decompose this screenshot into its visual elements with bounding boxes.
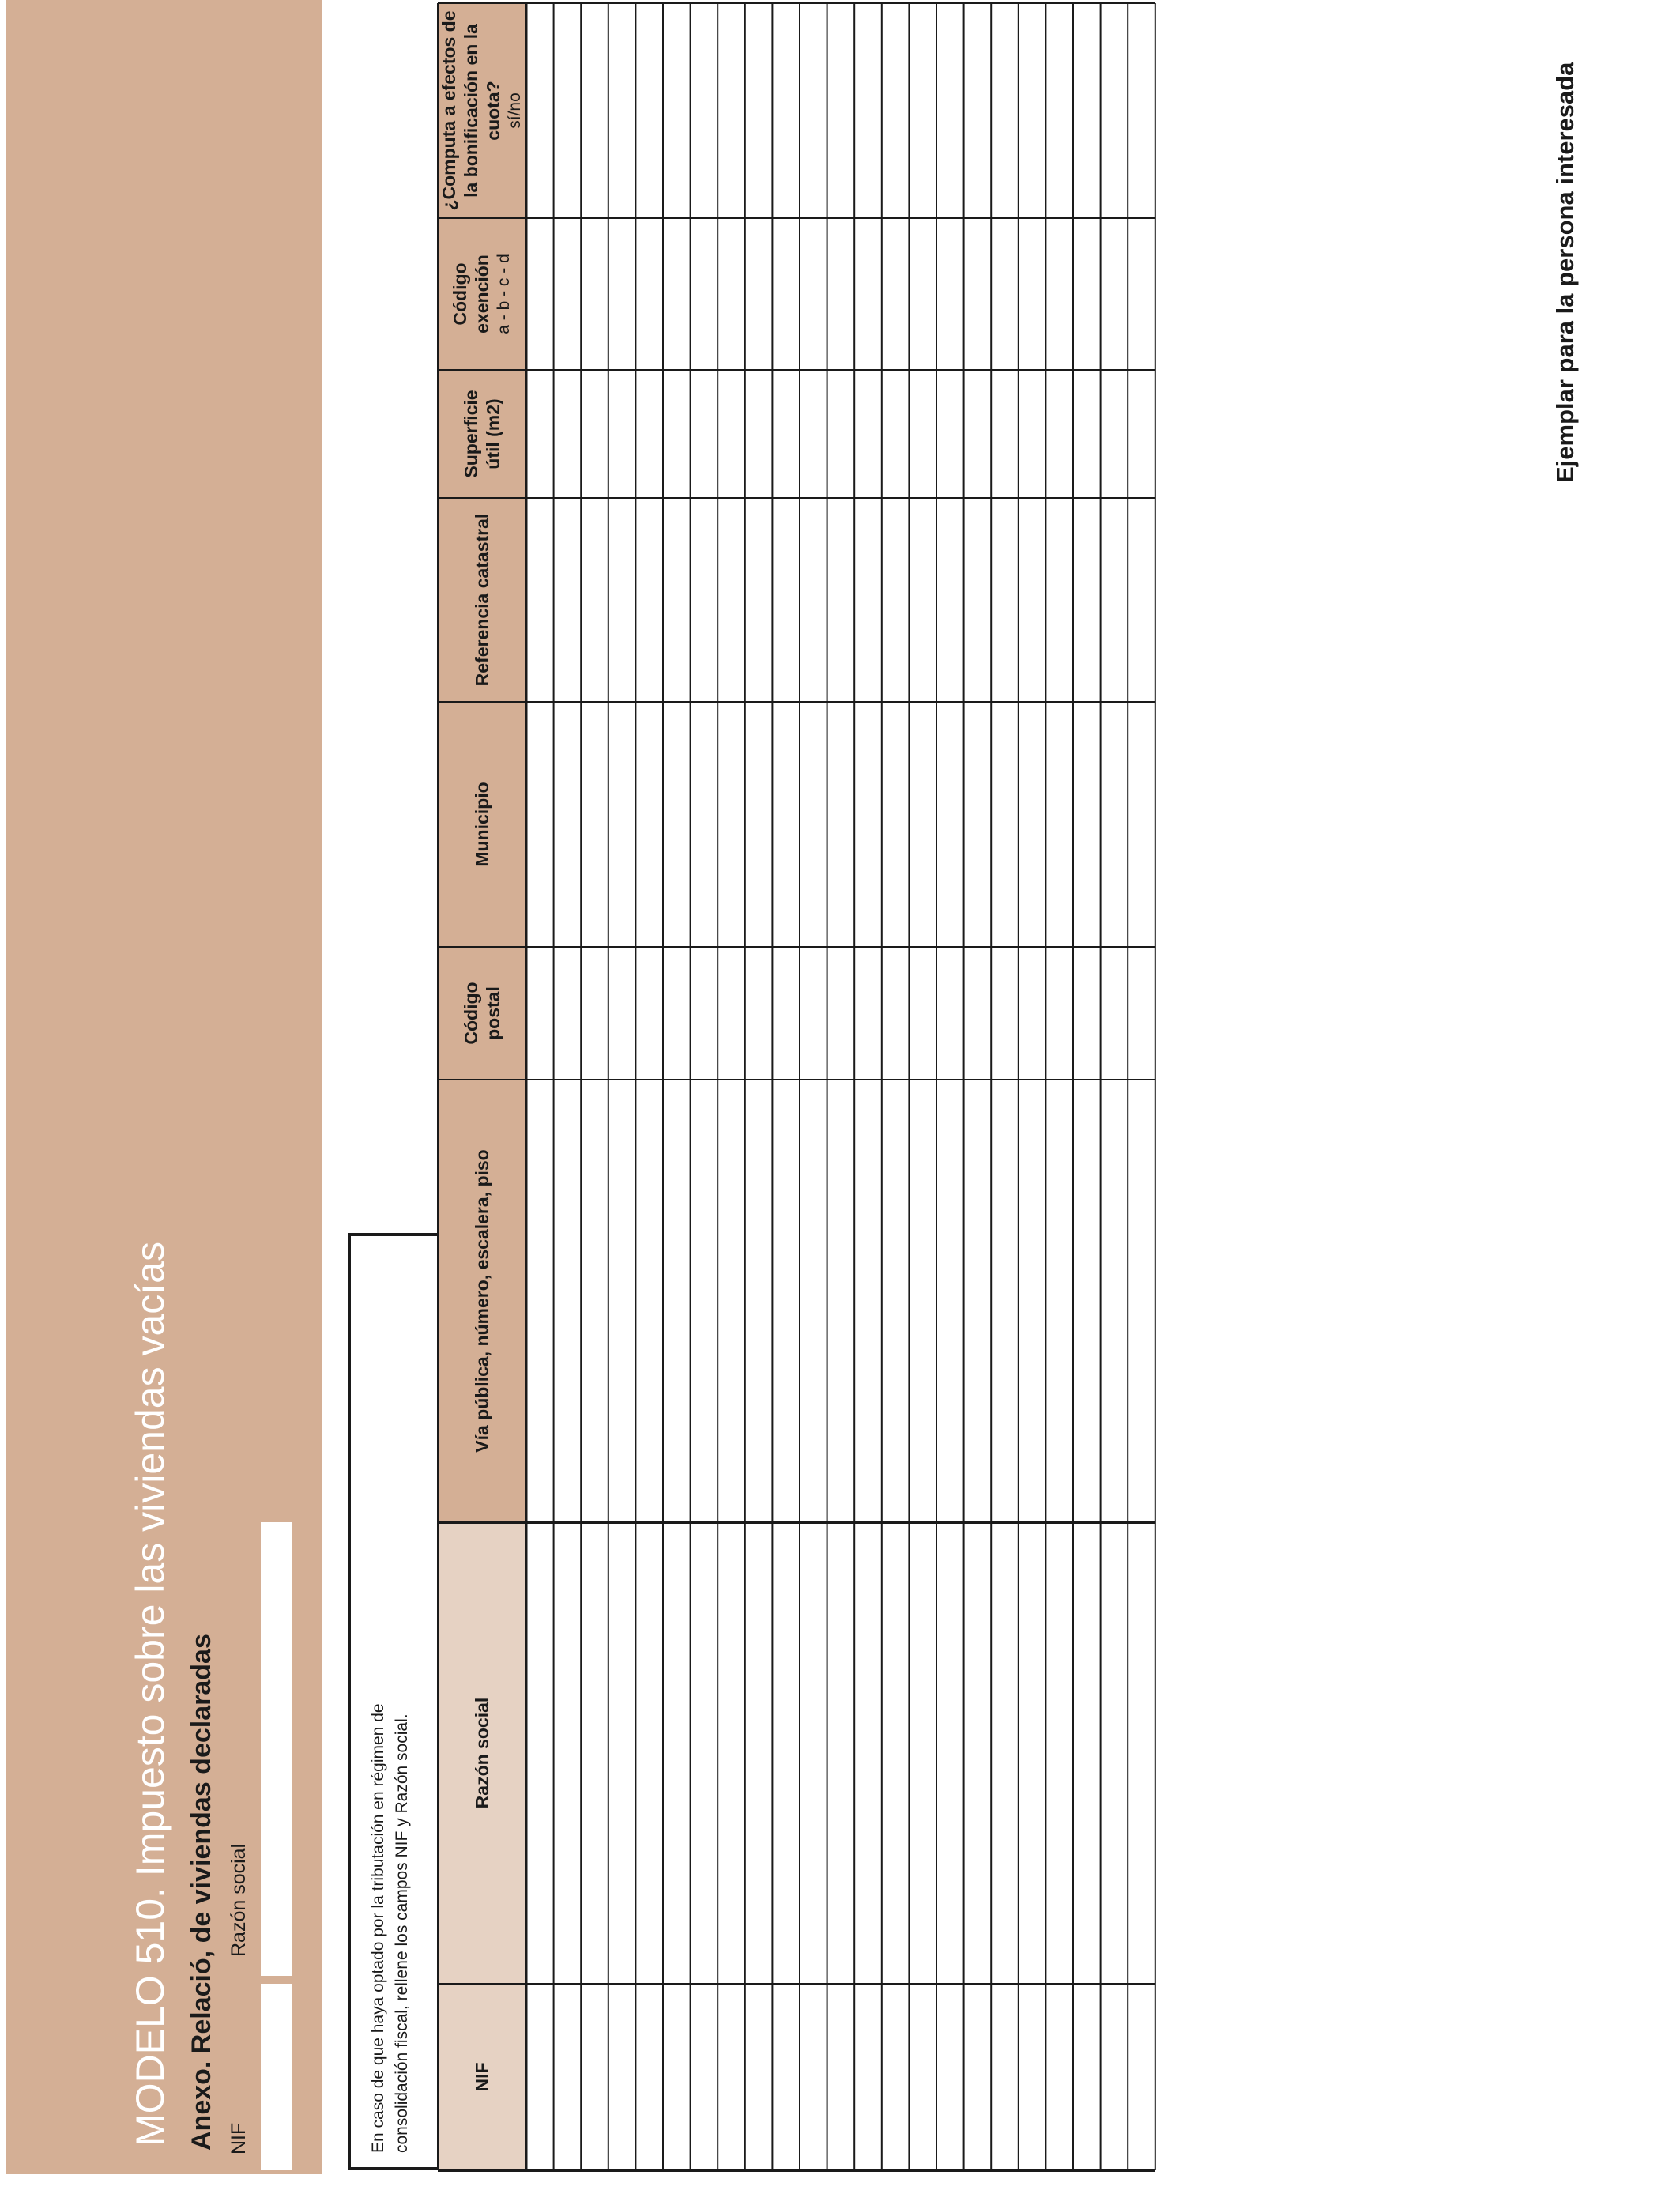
table-cell[interactable] — [992, 1985, 1018, 2169]
table-cell[interactable] — [937, 499, 963, 701]
table-cell[interactable] — [1074, 371, 1100, 497]
table-cell[interactable] — [718, 499, 744, 701]
table-cell[interactable] — [691, 1985, 718, 2169]
table-cell[interactable] — [800, 1985, 827, 2169]
table-cell[interactable] — [1019, 948, 1045, 1079]
table-cell[interactable] — [1046, 1080, 1072, 1521]
table-cell[interactable] — [1102, 371, 1128, 497]
table-cell[interactable] — [965, 219, 991, 369]
table-cell[interactable] — [1046, 948, 1072, 1079]
table-cell[interactable] — [527, 948, 553, 1079]
table-cell[interactable] — [855, 499, 881, 701]
table-cell[interactable] — [883, 1080, 909, 1521]
table-cell[interactable] — [992, 499, 1018, 701]
table-cell[interactable] — [800, 4, 827, 217]
razon-social-label: Razón social — [228, 1843, 250, 1957]
table-cell[interactable] — [937, 4, 963, 217]
table-cell[interactable] — [664, 499, 690, 701]
table-cell[interactable] — [1074, 1080, 1100, 1521]
table-cell[interactable] — [1102, 499, 1128, 701]
table-cell[interactable] — [582, 499, 608, 701]
table-cell[interactable] — [718, 948, 744, 1079]
column-header-label — [471, 2056, 493, 2098]
table-cell[interactable] — [773, 948, 799, 1079]
table-cell[interactable] — [1074, 219, 1100, 369]
table-cell[interactable] — [582, 219, 608, 369]
table-cell[interactable] — [1128, 703, 1155, 946]
table-cell[interactable] — [937, 948, 963, 1079]
table-cell[interactable] — [773, 703, 799, 946]
title-model: MODELO 510 — [128, 1898, 172, 2147]
table-cell[interactable] — [1102, 4, 1128, 217]
column-header-label — [460, 370, 504, 498]
table-cell[interactable] — [609, 371, 635, 497]
table-cell[interactable] — [691, 499, 718, 701]
table-cell[interactable] — [800, 499, 827, 701]
table-cell[interactable] — [855, 1080, 881, 1521]
column-header-text: Referencia catastral — [472, 513, 492, 687]
table-cell[interactable] — [773, 499, 799, 701]
table-cell[interactable] — [609, 703, 635, 946]
table-cell[interactable] — [800, 219, 827, 369]
table-cell[interactable] — [1102, 1080, 1128, 1521]
column-header-label — [471, 507, 493, 693]
table-cell[interactable] — [691, 371, 718, 497]
table-cell[interactable] — [527, 1080, 553, 1521]
table-cell[interactable] — [691, 1523, 718, 1983]
table-cell[interactable] — [800, 371, 827, 497]
table-cell[interactable] — [883, 499, 909, 701]
table-cell[interactable] — [527, 499, 553, 701]
table-cell[interactable] — [555, 703, 581, 946]
table-cell[interactable] — [883, 4, 909, 217]
table-cell[interactable] — [691, 4, 718, 217]
table-cell[interactable] — [773, 1523, 799, 1983]
table-cell[interactable] — [992, 371, 1018, 497]
table-cell[interactable] — [937, 219, 963, 369]
table-cell[interactable] — [746, 499, 772, 701]
table-cell[interactable] — [855, 371, 881, 497]
page-subtitle: Anexo. Relació, de viviendas declaradas — [186, 1634, 217, 2151]
copy-for-interested-party: Ejemplar para la persona interesada — [1551, 62, 1579, 483]
table-cell[interactable] — [992, 703, 1018, 946]
table-cell[interactable] — [910, 4, 936, 217]
table-cell[interactable] — [883, 948, 909, 1079]
table-cell[interactable] — [555, 1080, 581, 1521]
table-cell[interactable] — [992, 219, 1018, 369]
column-header-codigo-postal — [438, 947, 526, 1080]
table-cell[interactable] — [582, 1080, 608, 1521]
column-header-municipio — [438, 702, 526, 947]
table-cell[interactable] — [691, 948, 718, 1079]
table-cell[interactable] — [555, 948, 581, 1079]
table-cell[interactable] — [691, 1080, 718, 1521]
table-cell[interactable] — [773, 219, 799, 369]
table-cell[interactable] — [910, 499, 936, 701]
table-cell[interactable] — [965, 499, 991, 701]
column-header-label — [471, 1143, 493, 1458]
table-cell[interactable] — [1128, 948, 1155, 1079]
column-header-label — [471, 775, 493, 873]
table-cell[interactable] — [555, 371, 581, 497]
table-cell[interactable] — [1102, 703, 1128, 946]
table-cell[interactable] — [664, 1985, 690, 2169]
table-cell[interactable] — [828, 1523, 854, 1983]
table-cell[interactable] — [718, 4, 744, 217]
table-cell[interactable] — [582, 1985, 608, 2169]
column-header-nif — [438, 1984, 526, 2170]
table-cell[interactable] — [1128, 1080, 1155, 1521]
table-cell[interactable] — [582, 948, 608, 1079]
column-header-codigo-exencion — [438, 218, 526, 370]
table-cell[interactable] — [664, 371, 690, 497]
column-header-subtext: sí/no — [506, 92, 524, 129]
table-cell[interactable] — [746, 1985, 772, 2169]
column-header-text: Municipio — [472, 782, 492, 867]
table-cell[interactable] — [800, 948, 827, 1079]
table-cell[interactable] — [527, 219, 553, 369]
table-cell[interactable] — [555, 4, 581, 217]
column-header-text: Vía pública, número, escalera, piso — [472, 1149, 492, 1453]
table-cell[interactable] — [828, 371, 854, 497]
column-header-label — [460, 947, 504, 1080]
table-cell[interactable] — [1074, 703, 1100, 946]
table-cell[interactable] — [1074, 4, 1100, 217]
table-cell[interactable] — [965, 1985, 991, 2169]
table-cell[interactable] — [664, 948, 690, 1079]
table-cell[interactable] — [828, 703, 854, 946]
column-header-label — [471, 1691, 493, 1815]
table-cell[interactable] — [609, 4, 635, 217]
table-cell[interactable] — [992, 1523, 1018, 1983]
column-header-razon-social — [438, 1522, 526, 1984]
column-header-computa-bonificacion — [438, 3, 526, 218]
table-cell[interactable] — [965, 703, 991, 946]
table-cell[interactable] — [855, 1523, 881, 1983]
table-cell[interactable] — [1019, 1523, 1045, 1983]
table-cell[interactable] — [527, 4, 553, 217]
table-cell[interactable] — [691, 219, 718, 369]
table-cell[interactable] — [636, 371, 662, 497]
table-cell[interactable] — [527, 703, 553, 946]
table-cell[interactable] — [773, 1985, 799, 2169]
table-cell[interactable] — [609, 1523, 635, 1983]
table-cell[interactable] — [1046, 371, 1072, 497]
table-cell[interactable] — [992, 948, 1018, 1079]
table-cell[interactable] — [855, 703, 881, 946]
table-cell[interactable] — [746, 1080, 772, 1521]
column-header-label — [449, 218, 515, 370]
column-header-text: ¿Computa a efectos de la bonificación en la cuota? — [439, 10, 503, 211]
table-cell[interactable] — [828, 1080, 854, 1521]
table-cell[interactable] — [636, 219, 662, 369]
table-cell[interactable] — [1019, 703, 1045, 946]
table-cell[interactable] — [527, 1523, 553, 1983]
table-cell[interactable] — [1074, 948, 1100, 1079]
table-cell[interactable] — [883, 371, 909, 497]
table-cell[interactable] — [718, 219, 744, 369]
table-cell[interactable] — [773, 4, 799, 217]
table-cell[interactable] — [965, 1523, 991, 1983]
table-cell[interactable] — [1102, 1985, 1128, 2169]
table-cell[interactable] — [992, 1080, 1018, 1521]
table-cell[interactable] — [965, 4, 991, 217]
table-cell[interactable] — [1046, 703, 1072, 946]
table-cell[interactable] — [664, 1080, 690, 1521]
table-cell[interactable] — [1074, 1985, 1100, 2169]
table-cell[interactable] — [800, 1523, 827, 1983]
table-cell[interactable] — [555, 1523, 581, 1983]
table-cell[interactable] — [965, 948, 991, 1079]
table-cell[interactable] — [1046, 219, 1072, 369]
column-header-referencia-catastral — [438, 498, 526, 702]
table-cell[interactable] — [1074, 1523, 1100, 1983]
table-cell[interactable] — [609, 219, 635, 369]
table-cell[interactable] — [910, 703, 936, 946]
table-cell[interactable] — [965, 371, 991, 497]
table-cell[interactable] — [910, 1523, 936, 1983]
table-cell[interactable] — [1046, 1985, 1072, 2169]
table-cell[interactable] — [910, 371, 936, 497]
table-cell[interactable] — [937, 1985, 963, 2169]
table-cell[interactable] — [937, 371, 963, 497]
table-cell[interactable] — [718, 1985, 744, 2169]
table-cell[interactable] — [937, 1523, 963, 1983]
table-cell[interactable] — [582, 371, 608, 497]
column-header-text: Superficie útil (m2) — [461, 390, 503, 478]
column-header-text: Código postal — [461, 982, 503, 1045]
table-cell[interactable] — [773, 371, 799, 497]
table-cell[interactable] — [718, 1523, 744, 1983]
table-cell[interactable] — [1128, 219, 1155, 369]
table-cell[interactable] — [527, 1985, 553, 2169]
table-cell[interactable] — [636, 948, 662, 1079]
table-cell[interactable] — [664, 4, 690, 217]
table-cell[interactable] — [636, 1523, 662, 1983]
table-cell[interactable] — [855, 4, 881, 217]
table-cell[interactable] — [855, 219, 881, 369]
table-cell[interactable] — [1128, 1523, 1155, 1983]
table-cell[interactable] — [1102, 219, 1128, 369]
table-cell[interactable] — [855, 1985, 881, 2169]
table-cell[interactable] — [636, 1080, 662, 1521]
table-cell[interactable] — [828, 4, 854, 217]
table-cell[interactable] — [1019, 4, 1045, 217]
table-cell[interactable] — [636, 1985, 662, 2169]
table-cell[interactable] — [555, 499, 581, 701]
table-cell[interactable] — [800, 1080, 827, 1521]
title-rest: . Impuesto sobre las viviendas vacías — [128, 1242, 172, 1898]
table-cell[interactable] — [828, 499, 854, 701]
table-cell[interactable] — [1046, 4, 1072, 217]
table-cell[interactable] — [582, 4, 608, 217]
table-cell[interactable] — [910, 219, 936, 369]
table-cell[interactable] — [636, 703, 662, 946]
table-cell[interactable] — [1128, 1985, 1155, 2169]
table-cell[interactable] — [937, 703, 963, 946]
table-cell[interactable] — [965, 1080, 991, 1521]
table-cell[interactable] — [718, 1080, 744, 1521]
table-cell[interactable] — [746, 1523, 772, 1983]
column-header-label — [438, 3, 526, 218]
table-cell[interactable] — [937, 1080, 963, 1521]
table-cell[interactable] — [1128, 371, 1155, 497]
table-cell[interactable] — [910, 1985, 936, 2169]
table-cell[interactable] — [664, 219, 690, 369]
table-cell[interactable] — [1128, 4, 1155, 217]
table-cell[interactable] — [883, 219, 909, 369]
table-cell[interactable] — [1019, 1985, 1045, 2169]
table-cell[interactable] — [636, 4, 662, 217]
table-cell[interactable] — [883, 703, 909, 946]
table-cell[interactable] — [800, 703, 827, 946]
table-cell[interactable] — [1102, 1523, 1128, 1983]
table-cell[interactable] — [746, 703, 772, 946]
table-cell[interactable] — [746, 948, 772, 1079]
table-cell[interactable] — [636, 499, 662, 701]
table-cell[interactable] — [1019, 219, 1045, 369]
nif-label: NIF — [228, 2122, 250, 2154]
table-cell[interactable] — [910, 948, 936, 1079]
table-cell[interactable] — [555, 219, 581, 369]
table-cell[interactable] — [609, 948, 635, 1079]
table-cell[interactable] — [828, 219, 854, 369]
column-header-subtext: a - b - c - d — [495, 254, 513, 334]
table-cell[interactable] — [883, 1985, 909, 2169]
table-cell[interactable] — [555, 1985, 581, 2169]
table-cell[interactable] — [1019, 499, 1045, 701]
table-cell[interactable] — [1019, 1080, 1045, 1521]
table-cell[interactable] — [773, 1080, 799, 1521]
table-cell[interactable] — [746, 371, 772, 497]
table-cell[interactable] — [609, 499, 635, 701]
table-cell[interactable] — [828, 1985, 854, 2169]
table-cell[interactable] — [718, 703, 744, 946]
table-cell[interactable] — [527, 371, 553, 497]
note-line-2: consolidación fiscal, rellene los campos NIF y Razón social. — [393, 1713, 411, 2153]
table-cell[interactable] — [992, 4, 1018, 217]
table-cell[interactable] — [1128, 499, 1155, 701]
note-line-1: En caso de que haya optado por la tributación en régimen de — [369, 1703, 387, 2153]
column-header-via-publica — [438, 1080, 526, 1522]
table-cell[interactable] — [1074, 499, 1100, 701]
table-cell[interactable] — [1046, 499, 1072, 701]
table-cell[interactable] — [1102, 948, 1128, 1079]
table-cell[interactable] — [582, 703, 608, 946]
table-cell[interactable] — [883, 1523, 909, 1983]
column-header-text: Código exención — [450, 254, 492, 334]
column-header-superficie-util — [438, 370, 526, 498]
column-header-text: NIF — [472, 2062, 492, 2092]
table-cell[interactable] — [718, 371, 744, 497]
column-header-text: Razón social — [472, 1697, 492, 1809]
table-cell[interactable] — [746, 4, 772, 217]
table-cell[interactable] — [609, 1985, 635, 2169]
table-cell[interactable] — [1019, 371, 1045, 497]
table-cell[interactable] — [1046, 1523, 1072, 1983]
table-cell[interactable] — [664, 703, 690, 946]
table-cell[interactable] — [582, 1523, 608, 1983]
table-cell[interactable] — [609, 1080, 635, 1521]
table-cell[interactable] — [828, 948, 854, 1079]
table-cell[interactable] — [664, 1523, 690, 1983]
table-cell[interactable] — [910, 1080, 936, 1521]
table-cell[interactable] — [691, 703, 718, 946]
table-cell[interactable] — [746, 219, 772, 369]
table-cell[interactable] — [855, 948, 881, 1079]
